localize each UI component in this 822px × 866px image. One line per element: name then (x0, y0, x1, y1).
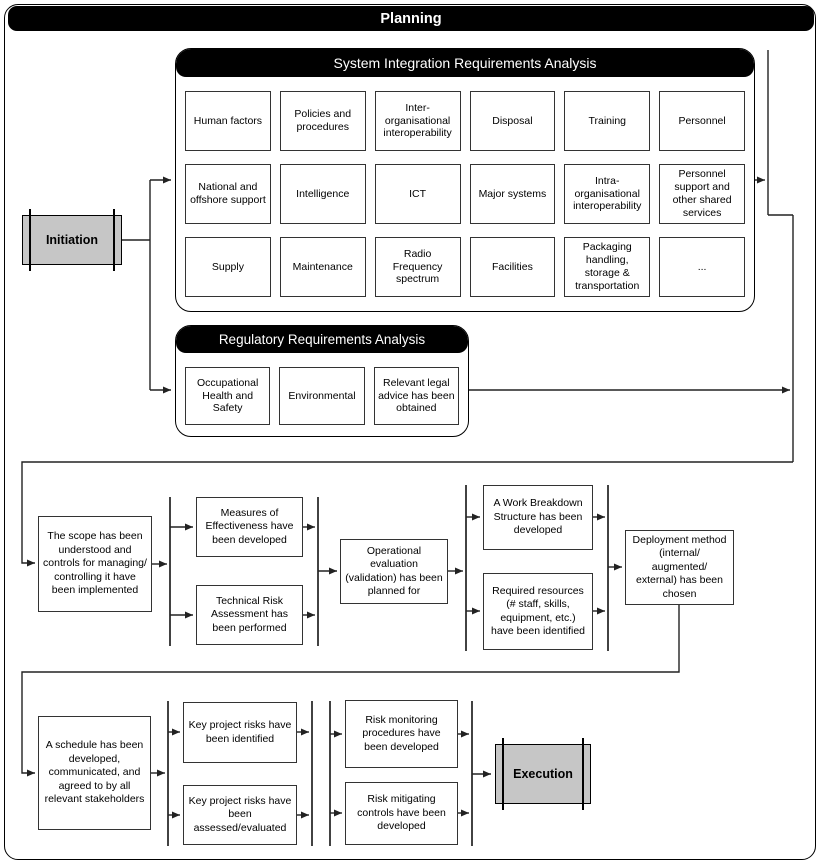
rra-item: Occupational Health and Safety (185, 367, 270, 425)
diagram-title-bar (8, 6, 814, 31)
execution-box (495, 744, 591, 804)
sira-item: Policies and procedures (280, 91, 366, 151)
sira-item: Supply (185, 237, 271, 297)
schedule-box: A schedule has been developed, communicated, and agreed to by all relevant stakeholders (38, 716, 151, 830)
rra-item: Environmental (279, 367, 364, 425)
diagram-title: Planning (380, 10, 442, 27)
initiation-box (22, 215, 122, 265)
rra-title: Regulatory Requirements Analysis (218, 332, 426, 347)
rra-panel-header (176, 326, 468, 353)
rra-panel (175, 325, 469, 437)
scope-box: The scope has been understood and controls for managing/ controlling it have been implemented (38, 516, 152, 612)
work-breakdown-structure-box: A Work Breakdown Structure has been developed (483, 485, 593, 550)
sira-item: Human factors (185, 91, 271, 151)
operational-evaluation-box: Operational evaluation (validation) has been planned for (340, 539, 448, 604)
sira-item: Training (564, 91, 650, 151)
sira-item: Radio Frequency spectrum (375, 237, 461, 297)
sira-item: Maintenance (280, 237, 366, 297)
risks-identified-box: Key project risks have been identified (183, 702, 297, 763)
sira-item: Facilities (470, 237, 556, 297)
sira-item: Packaging handling, storage & transportation (564, 237, 650, 297)
initiation-label: Initiation (45, 233, 99, 247)
deployment-method-box: Deployment method (internal/ augmented/ external) has been chosen (625, 530, 734, 605)
required-resources-box: Required resources (# staff, skills, equipment, etc.) have been identified (483, 573, 593, 650)
sira-item: Personnel (659, 91, 745, 151)
sira-item: Intelligence (280, 164, 366, 224)
risks-assessed-box: Key project risks have been assessed/evaluated (183, 785, 297, 845)
measures-of-effectiveness-box: Measures of Effectiveness have been developed (196, 497, 303, 557)
sira-panel-header (176, 49, 754, 77)
sira-grid (176, 77, 754, 309)
risk-mitigating-box: Risk mitigating controls have been developed (345, 782, 458, 845)
sira-panel (175, 48, 755, 312)
sira-item: Inter-organisational interoperability (375, 91, 461, 151)
sira-item: Major systems (470, 164, 556, 224)
sira-item: ... (659, 237, 745, 297)
sira-item: Disposal (470, 91, 556, 151)
execution-label: Execution (513, 767, 573, 781)
risk-monitoring-box: Risk monitoring procedures have been developed (345, 700, 458, 768)
sira-item: Intra-organisational interoperability (564, 164, 650, 224)
rra-item: Relevant legal advice has been obtained (374, 367, 459, 425)
technical-risk-assessment-box: Technical Risk Assessment has been performed (196, 585, 303, 645)
sira-title: System Integration Requirements Analysis (333, 55, 597, 71)
sira-item: National and offshore support (185, 164, 271, 224)
sira-item: Personnel support and other shared services (659, 164, 745, 224)
rra-grid (176, 353, 468, 437)
sira-item: ICT (375, 164, 461, 224)
